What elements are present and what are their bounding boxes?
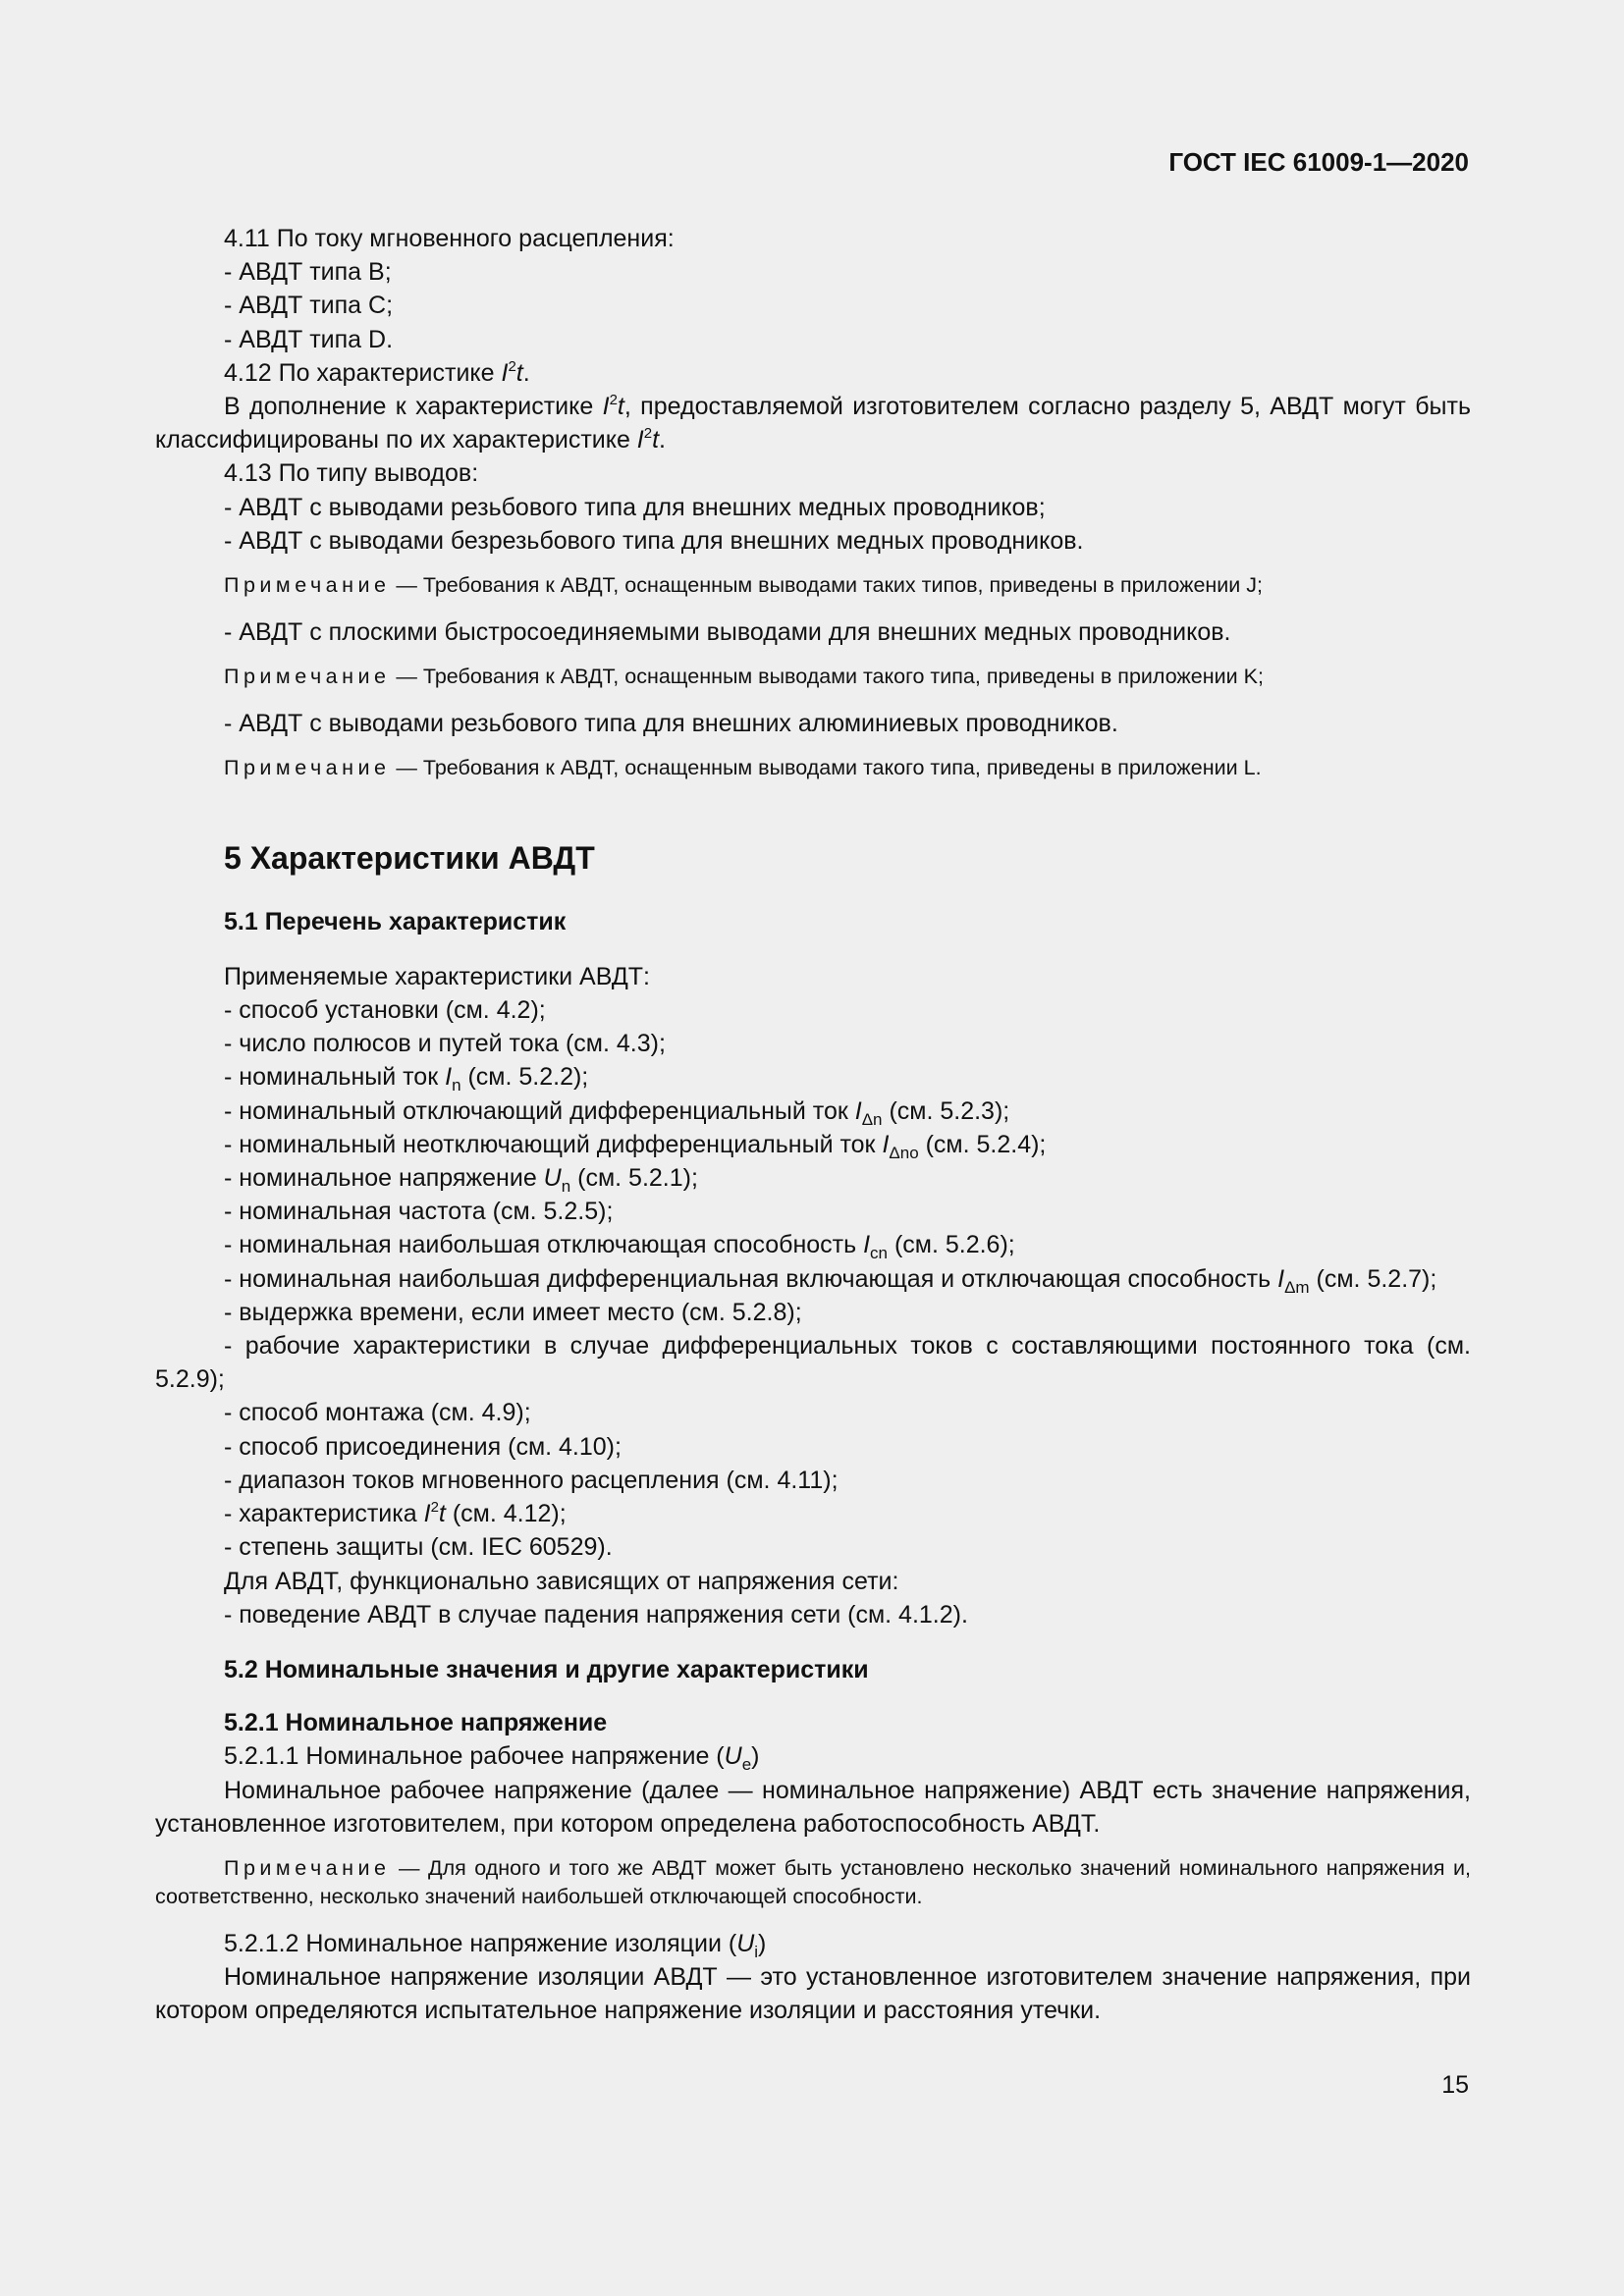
document-header: ГОСТ IEC 61009-1—2020 bbox=[1168, 147, 1469, 177]
section-5-heading: 5 Характеристики АВДТ bbox=[224, 840, 595, 877]
list-item: - номинальный ток $I_n$ (см. 5.2.2); bbox=[224, 1063, 589, 1095]
list-item: - номинальная наибольшая дифференциальная включающая и отключающая способность $I_{\Delta m}$ (см. 5.2.7); bbox=[224, 1264, 1437, 1297]
list-item: - номинальный неотключающий дифференциальный ток $I_{\Delta no}$ (см. 5.2.4); bbox=[224, 1130, 1047, 1162]
clause-4-12-title: 4.12 По характеристике $I^2t$. bbox=[224, 357, 530, 387]
list-item: - номинальное напряжение $U_n$ (см. 5.2.1); bbox=[224, 1164, 698, 1197]
list-item: - АВДТ с выводами резьбового типа для внешних медных проводников; bbox=[224, 493, 1046, 521]
clause-4-11-title: 4.11 По току мгновенного расцепления: bbox=[224, 225, 675, 252]
list-intro: Для АВДТ, функционально зависящих от напряжения сети: bbox=[224, 1567, 899, 1595]
list-item: - число полюсов и путей тока (см. 4.3); bbox=[224, 1030, 666, 1058]
list-item: - диапазон токов мгновенного расцепления (см. 4.11); bbox=[224, 1466, 839, 1494]
note: Примечание — Для одного и того же АВДТ может быть установлено несколько значений номинального напряжения и, соответственно, несколько значений наибольшей отключающей способности. bbox=[155, 1855, 1471, 1908]
clause-5-2-1-2-title: 5.2.1.2 Номинальное напряжение изоляции $(U_i)$ bbox=[224, 1929, 767, 1961]
clause-5-2-1-2-body: Номинальное напряжение изоляции АВДТ — это установленное изготовителем значение напряжения, при котором определяются испытательное напряжение изоляции и расстояния утечки. bbox=[155, 1963, 1471, 2025]
note: Примечание — Требования к АВДТ, оснащенным выводами таких типов, приведены в приложении J; bbox=[224, 573, 1263, 598]
clause-5-2-1-1-body: Номинальное рабочее напряжение (далее — номинальное напряжение) АВДТ есть значение напряжения, установленное изготовителем, при котором определена работоспособность АВДТ. bbox=[155, 1776, 1471, 1838]
list-item: - рабочие характеристики в случае дифференциальных токов с составляющими постоянного тока (см. 5.2.9); bbox=[155, 1332, 1471, 1394]
page-content bbox=[155, 222, 1471, 2028]
subsection-5-2-1-heading: 5.2.1 Номинальное напряжение bbox=[224, 1709, 608, 1737]
list-item: - АВДТ типа C; bbox=[224, 292, 394, 320]
subsection-5-2-heading: 5.2 Номинальные значения и другие характеристики bbox=[224, 1655, 869, 1683]
clause-4-12-body: В дополнение к характеристике $I^2t$, предоставляемой изготовителем согласно разделу 5, АВДТ могут быть классифицированы по их характеристике $I^2t$. bbox=[155, 392, 1471, 454]
note: Примечание — Требования к АВДТ, оснащенным выводами такого типа, приведены в приложении L. bbox=[224, 756, 1262, 780]
clause-4-13-title: 4.13 По типу выводов: bbox=[224, 459, 479, 488]
clause-5-2-1-1-title: 5.2.1.1 Номинальное рабочее напряжение $(U_e)$ bbox=[224, 1742, 760, 1775]
note: Примечание — Требования к АВДТ, оснащенным выводами такого типа, приведены в приложении K; bbox=[224, 665, 1264, 689]
page-number: 15 bbox=[1441, 2071, 1469, 2099]
list-item: - номинальная наибольшая отключающая способность $I_{cn}$ (см. 5.2.6); bbox=[224, 1231, 1015, 1263]
list-item: - АВДТ типа B; bbox=[224, 258, 392, 287]
list-item: - способ установки (см. 4.2); bbox=[224, 996, 546, 1025]
list-item: - характеристика $I^2t$ (см. 4.12); bbox=[224, 1499, 567, 1528]
list-item: - степень защиты (см. IEC 60529). bbox=[224, 1533, 613, 1562]
list-intro: Применяемые характеристики АВДТ: bbox=[224, 962, 650, 990]
list-item: - номинальная частота (см. 5.2.5); bbox=[224, 1198, 614, 1226]
list-item: - АВДТ с плоскими быстросоединяемыми выводами для внешних медных проводников. bbox=[224, 618, 1231, 647]
list-item: - способ монтажа (см. 4.9); bbox=[224, 1399, 531, 1427]
list-item: - способ присоединения (см. 4.10); bbox=[224, 1432, 622, 1461]
list-item: - выдержка времени, если имеет место (см. 5.2.8); bbox=[224, 1298, 802, 1326]
list-item: - АВДТ с выводами резьбового типа для внешних алюминиевых проводников. bbox=[224, 710, 1118, 738]
subsection-5-1-heading: 5.1 Перечень характеристик bbox=[224, 907, 567, 935]
list-item: - АВДТ с выводами безрезьбового типа для внешних медных проводников. bbox=[224, 526, 1084, 555]
list-item: - АВДТ типа D. bbox=[224, 325, 394, 353]
list-item: - номинальный отключающий дифференциальный ток $I_{\Delta n}$ (см. 5.2.3); bbox=[224, 1096, 1010, 1129]
list-item: - поведение АВДТ в случае падения напряжения сети (см. 4.1.2). bbox=[224, 1600, 968, 1629]
